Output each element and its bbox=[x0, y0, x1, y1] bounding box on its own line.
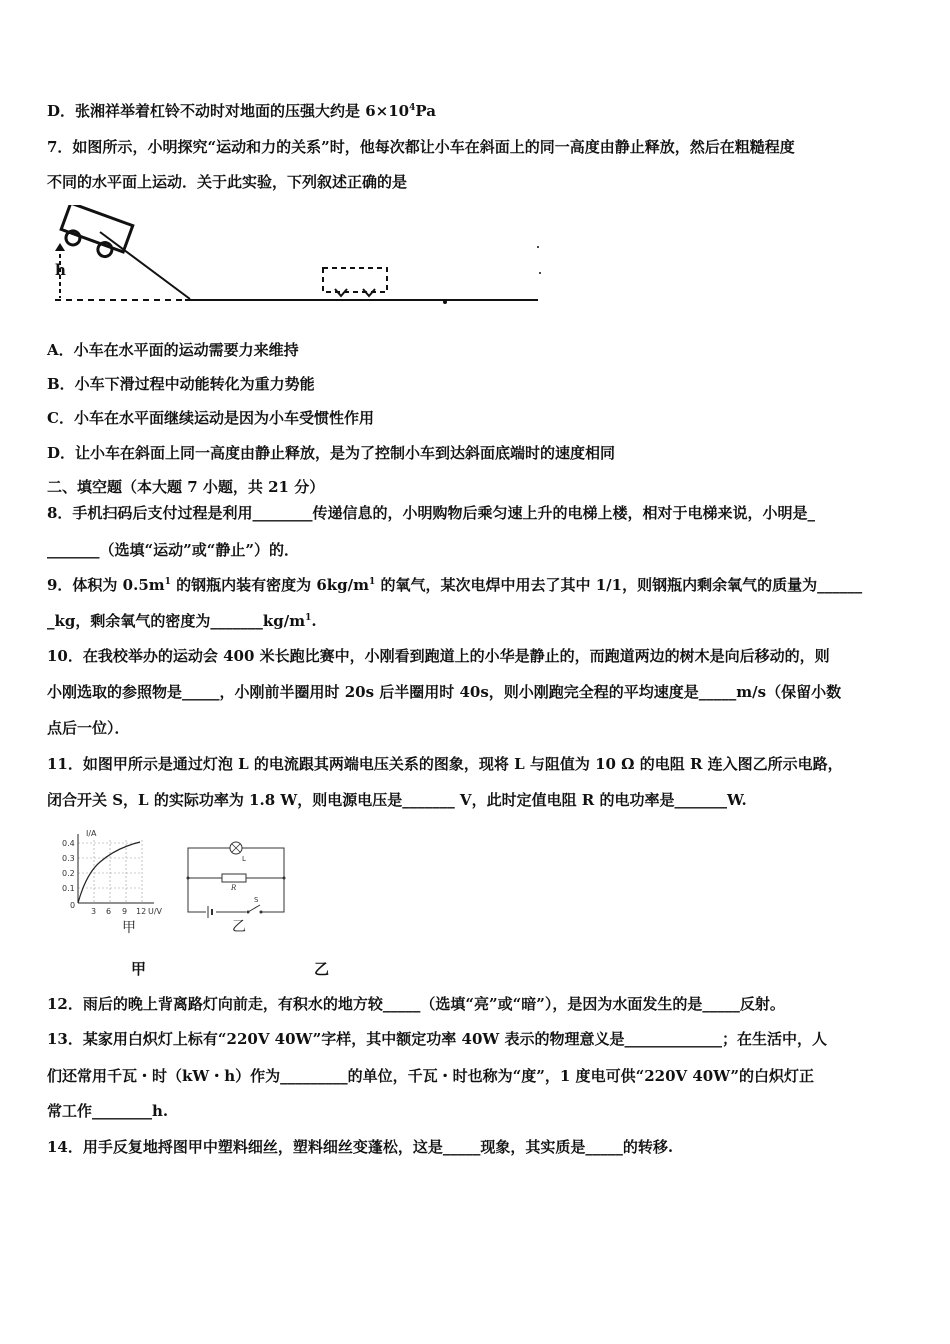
q7-option-b: B．小车下滑过程中动能转化为重力势能 bbox=[47, 375, 315, 393]
lamp-label: L bbox=[242, 855, 246, 863]
y-tick: 0.2 bbox=[62, 869, 75, 878]
q7-stem-line1: 7．如图所示，小明探究“运动和力的关系”时，他每次都让小车在斜面上的同一高度由静止释放，然后在粗糙程度 bbox=[47, 138, 795, 156]
q9-line1: 9．体积为 $0.5m^1$ 的钢瓶内装有密度为 $6kg/m^1$ 的氧气，某次电焊中用去了其中 1/1，则钢瓶内剩余氧气的质量为______ bbox=[47, 576, 863, 594]
y-tick: 0.1 bbox=[62, 884, 75, 893]
switch-label: S bbox=[254, 896, 259, 904]
q8-line2: _______（选填“运动”或“静止”）的． bbox=[47, 541, 300, 559]
q7-option-c: C．小车在水平面继续运动是因为小车受惯性作用 bbox=[47, 409, 374, 427]
q7-stem-line2: 不同的水平面上运动．关于此实验，下列叙述正确的是 bbox=[47, 173, 408, 191]
resistor-symbol bbox=[222, 874, 246, 882]
circuit-figure bbox=[182, 835, 292, 935]
graph-caption: 甲 bbox=[122, 920, 136, 936]
q13-line2: 们还常用千瓦・时（kW・h）作为_________的单位，千瓦・时也称为“度”，1 度电可供“220V 40W”的白炽灯正 bbox=[47, 1067, 814, 1085]
q14: 14．用手反复地捋图甲中塑料细丝，塑料细丝变蓬松，这是_____现象，其实质是_____的转移. bbox=[47, 1138, 674, 1156]
x-tick: 3 bbox=[91, 907, 97, 916]
iv-graph-figure bbox=[60, 826, 170, 936]
y-tick: 0.4 bbox=[62, 839, 75, 848]
q10-line3: 点后一位）． bbox=[47, 719, 130, 737]
incline-slope bbox=[100, 232, 190, 299]
incline-cart-figure bbox=[45, 205, 550, 315]
section-2-heading: 二、填空题（本大题 7 小题，共 21 分） bbox=[47, 478, 325, 496]
q6-option-d: D．张湘祥举着杠铃不动时对地面的压强大约是 $6\times 10^4Pa$ bbox=[47, 102, 436, 120]
resistor-label: R bbox=[231, 884, 237, 892]
cart-on-incline bbox=[57, 205, 132, 262]
x-tick: 12 bbox=[136, 907, 147, 916]
q13-line1: 13．某家用白炽灯上标有“220V 40W”字样，其中额定功率 40W 表示的物理意义是_____________；在生活中，人 bbox=[47, 1030, 827, 1048]
height-arrow-up bbox=[55, 243, 65, 251]
q11-line1: 11．如图甲所示是通过灯泡 L 的电流跟其两端电压关系的图象，现将 L 与阻值为 10 Ω 的电阻 R 连入图乙所示电路， bbox=[47, 755, 843, 773]
q13-line3: 常工作________h. bbox=[47, 1102, 169, 1120]
x-tick: 6 bbox=[106, 907, 112, 916]
q7-option-a: A．小车在水平面的运动需要力来维持 bbox=[47, 341, 299, 359]
q10-line2: 小刚选取的参照物是_____，小刚前半圈用时 20s 后半圈用时 40s，则小刚跑完全程的平均速度是_____m/s（保留小数 bbox=[47, 683, 842, 701]
y-tick: 0 bbox=[70, 901, 76, 910]
graph-y-unit: I/A bbox=[86, 829, 97, 838]
q8-line1: 8．手机扫码后支付过程是利用________传递信息的，小明购物后乘匀速上升的电梯上楼，相对于电梯来说，小明是_ bbox=[47, 504, 815, 522]
x-tick: 9 bbox=[122, 907, 128, 916]
graph-x-unit: U/V bbox=[148, 907, 163, 916]
y-tick: 0.3 bbox=[62, 854, 75, 863]
caption-yi: 乙 bbox=[314, 960, 330, 978]
q9-line2: _kg，剩余氧气的密度为$\_\_\_\_\_\_\_kg/m^1$. bbox=[47, 612, 317, 630]
q12: 12．雨后的晚上背离路灯向前走，有积水的地方较_____（选填“亮”或“暗”），是因为水面发生的是_____反射。 bbox=[47, 995, 785, 1013]
iv-curve bbox=[78, 842, 140, 903]
q10-line1: 10．在我校举办的运动会 400 米长跑比赛中，小刚看到跑道上的小华是静止的，而跑道两边的树木是向后移动的，则 bbox=[47, 647, 830, 665]
height-label: h bbox=[55, 261, 66, 279]
q7-option-d: D．让小车在斜面上同一高度由静止释放，是为了控制小车到达斜面底端时的速度相同 bbox=[47, 444, 616, 462]
caption-jia: 甲 bbox=[131, 960, 147, 978]
circuit-caption: 乙 bbox=[232, 919, 246, 935]
q11-line2: 闭合开关 S，L 的实际功率为 1.8 W，则电源电压是_______ V，此时定值电阻 R 的电功率是_______W. bbox=[47, 791, 747, 809]
cart-on-surface bbox=[323, 268, 387, 296]
